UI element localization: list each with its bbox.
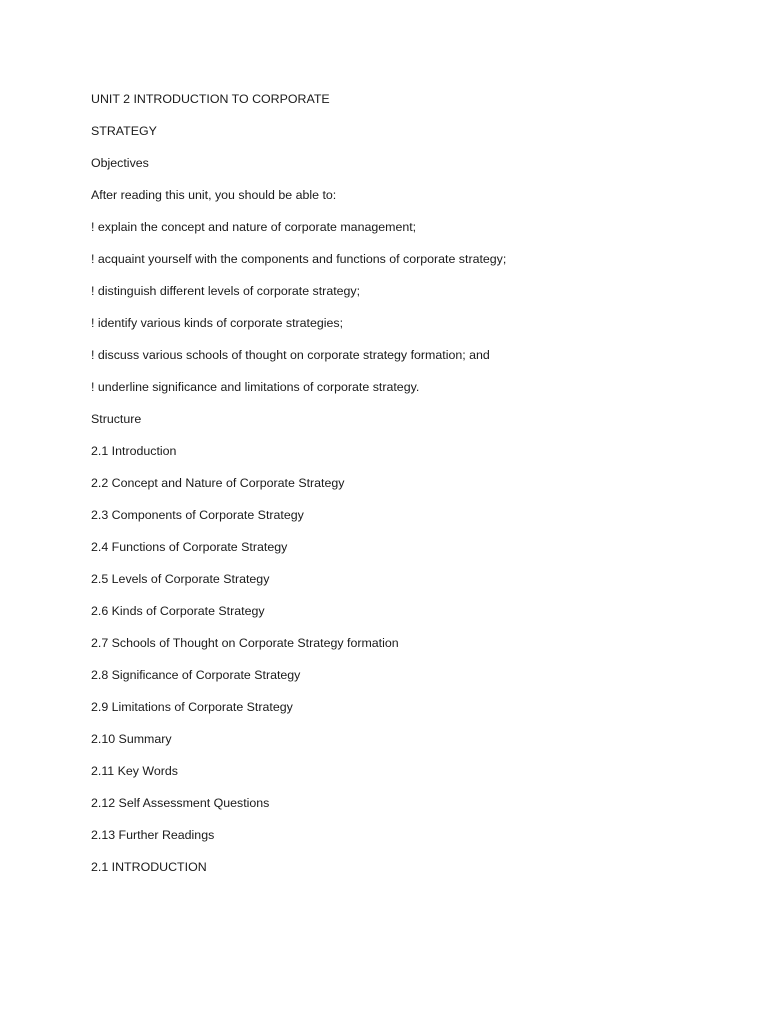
objective-item: ! discuss various schools of thought on corporate strategy formation; and	[91, 348, 490, 362]
structure-item: 2.5 Levels of Corporate Strategy	[91, 572, 270, 586]
structure-heading: Structure	[91, 412, 142, 426]
objectives-heading: Objectives	[91, 156, 149, 170]
unit-title-line-1: UNIT 2 INTRODUCTION TO CORPORATE	[91, 92, 330, 106]
structure-item: 2.3 Components of Corporate Strategy	[91, 508, 304, 522]
structure-item: 2.2 Concept and Nature of Corporate Strategy	[91, 476, 345, 490]
structure-item: 2.4 Functions of Corporate Strategy	[91, 540, 288, 554]
objective-item: ! acquaint yourself with the components and functions of corporate strategy;	[91, 252, 507, 266]
structure-item: 2.9 Limitations of Corporate Strategy	[91, 700, 293, 714]
structure-item: 2.7 Schools of Thought on Corporate Strategy formation	[91, 636, 399, 650]
structure-item: 2.13 Further Readings	[91, 828, 215, 842]
objective-item: ! identify various kinds of corporate strategies;	[91, 316, 344, 330]
objectives-intro: After reading this unit, you should be able to:	[91, 188, 337, 202]
structure-item: 2.10 Summary	[91, 732, 172, 746]
unit-title-line-2: STRATEGY	[91, 124, 157, 138]
objective-item: ! distinguish different levels of corporate strategy;	[91, 284, 361, 298]
document-body	[91, 90, 731, 890]
objective-item: ! explain the concept and nature of corporate management;	[91, 220, 417, 234]
structure-item: 2.12 Self Assessment Questions	[91, 796, 270, 810]
structure-item: 2.6 Kinds of Corporate Strategy	[91, 604, 265, 618]
objective-item: ! underline significance and limitations of corporate strategy.	[91, 380, 420, 394]
structure-item: 2.11 Key Words	[91, 764, 179, 778]
structure-item: 2.1 Introduction	[91, 444, 177, 458]
structure-item: 2.8 Significance of Corporate Strategy	[91, 668, 301, 682]
section-heading: 2.1 INTRODUCTION	[91, 860, 207, 874]
